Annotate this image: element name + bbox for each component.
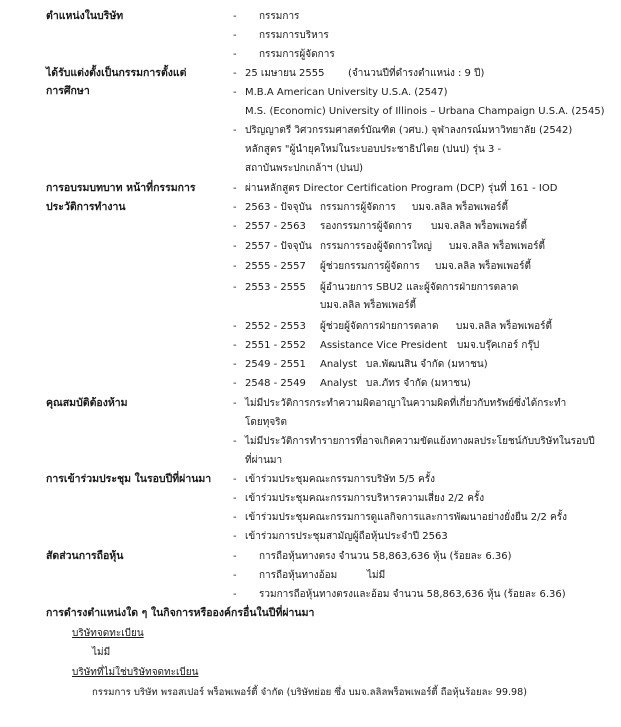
work-period: 2553 - 2555 xyxy=(245,282,306,293)
bullet-dash: - xyxy=(233,68,237,79)
education-label: การศึกษา xyxy=(46,85,90,97)
meetings-label: การเข้าร่วมประชุม ในรอบปีที่ผ่านมา xyxy=(46,473,212,485)
bullet-dash: - xyxy=(233,359,237,370)
shares-direct: การถือหุ้นทางตรง จำนวน 58,863,636 หุ้น (ร้อยละ 6.36) xyxy=(259,551,512,562)
shares-label: สัดส่วนการถือหุ้น xyxy=(46,550,124,562)
listed-company-value: ไม่มี xyxy=(92,647,111,658)
appointed-date: 25 เมษายน 2555 xyxy=(245,68,325,79)
nonlisted-company-heading: บริษัทที่ไม่ใช่บริษัทจดทะเบียน xyxy=(72,667,199,678)
bullet-dash: - xyxy=(233,202,237,213)
bullet-dash: - xyxy=(233,531,237,542)
education-line: ปริญญาตรี วิศวกรรมศาสตร์บัณฑิต (วศบ.) จุฬาลงกรณ์มหาวิทยาลัย (2542) xyxy=(245,125,573,136)
position-item: กรรมการ xyxy=(259,11,300,22)
disqualify-line: โดยทุจริต xyxy=(245,417,288,428)
work-period: 2557 - ปัจจุบัน xyxy=(245,241,312,252)
work-company: บมจ.ลลิล พร็อพเพอร์ตี้ xyxy=(456,321,552,332)
meeting-item: เข้าร่วมประชุมคณะกรรมการดูแลกิจการและการพัฒนาอย่างยั่งยืน 2/2 ครั้ง xyxy=(245,512,567,523)
education-line: M.S. (Economic) University of Illinois – Urbana Champaign U.S.A. (2545) xyxy=(245,106,605,117)
work-period: 2551 - 2552 xyxy=(245,340,306,351)
disqualify-line: ที่ผ่านมา xyxy=(245,455,283,466)
bullet-dash: - xyxy=(233,49,237,60)
work-period: 2548 - 2549 xyxy=(245,378,306,389)
bullet-dash: - xyxy=(233,30,237,41)
bullet-dash: - xyxy=(233,125,237,136)
work-company: บล.พัฒนสิน จำกัด (มหาชน) xyxy=(366,359,488,370)
bullet-dash: - xyxy=(233,589,237,600)
disqualify-line: ไม่มีประวัติการกระทำความผิดอาญาในความผิดที่เกี่ยวกับทรัพย์ซึ่งได้กระทำ xyxy=(245,398,567,409)
position-item: กรรมการบริหาร xyxy=(259,30,329,41)
work-company: บล.ภัทร จำกัด (มหาชน) xyxy=(366,378,471,389)
bullet-dash: - xyxy=(233,87,237,98)
appointed-note: (จำนวนปีที่ดำรงตำแหน่ง : 9 ปี) xyxy=(348,68,485,79)
work-role: กรรมการผู้จัดการ xyxy=(320,202,396,213)
work-period: 2552 - 2553 xyxy=(245,321,306,332)
bullet-dash: - xyxy=(233,183,237,194)
disqualify-label: คุณสมบัติต้องห้าม xyxy=(46,397,128,409)
education-line: M.B.A American University U.S.A. (2547) xyxy=(245,87,448,98)
bullet-dash: - xyxy=(233,493,237,504)
education-line: สถาบันพระปกเกล้าฯ (ปนป) xyxy=(245,163,364,174)
position-label: ตำแหน่งในบริษัท xyxy=(46,10,124,22)
bullet-dash: - xyxy=(233,436,237,447)
work-role: ผู้ช่วยกรรมการผู้จัดการ xyxy=(320,261,420,272)
work-role: รองกรรมการผู้จัดการ xyxy=(320,221,412,232)
bullet-dash: - xyxy=(233,11,237,22)
training-label: การอบรมบทบาท หน้าที่กรรมการ xyxy=(46,182,196,194)
shares-indirect-value: ไม่มี xyxy=(367,570,386,581)
meeting-item: เข้าร่วมประชุมคณะกรรมการบริษัท 5/5 ครั้ง xyxy=(245,474,435,485)
work-period: 2549 - 2551 xyxy=(245,359,306,370)
meeting-item: เข้าร่วมประชุมคณะกรรมการบริหารความเสี่ยง 2/2 ครั้ง xyxy=(245,493,485,504)
work-label: ประวัติการทำงาน xyxy=(46,201,126,213)
nonlisted-company-value: กรรมการ บริษัท พรอสเปอร์ พร็อพเพอร์ตี้ จำกัด (บริษัทย่อย ซึ่ง บมจ.ลลิลพร็อพเพอร์ตี้ ถือหุ้นร้อยละ 99.98) xyxy=(92,687,527,698)
work-company: บมจ.ลลิล พร็อพเพอร์ตี้ xyxy=(412,202,508,213)
work-period: 2557 - 2563 xyxy=(245,221,306,232)
listed-company-heading: บริษัทจดทะเบียน xyxy=(72,628,144,639)
training-line: ผ่านหลักสูตร Director Certification Program (DCP) รุ่นที่ 161 - IOD xyxy=(245,183,558,194)
work-role: Assistance Vice President xyxy=(320,340,448,351)
bullet-dash: - xyxy=(233,551,237,562)
bullet-dash: - xyxy=(233,512,237,523)
work-company: บมจ.บรุ๊คเกอร์ กรุ๊ป xyxy=(457,340,540,351)
disqualify-line: ไม่มีประวัติการทำรายการที่อาจเกิดความขัดแย้งทางผลประโยชน์กับบริษัทในรอบปี xyxy=(245,436,595,447)
work-role: Analyst xyxy=(320,359,358,370)
bullet-dash: - xyxy=(233,221,237,232)
bullet-dash: - xyxy=(233,261,237,272)
education-line: หลักสูตร "ผู้นำยุคใหม่ในระบอบประชาธิปไตย (ปนป) รุ่น 3 - xyxy=(245,144,502,155)
work-company: บมจ.ลลิล พร็อพเพอร์ตี้ xyxy=(449,241,545,252)
bullet-dash: - xyxy=(233,378,237,389)
shares-total: รวมการถือหุ้นทางตรงและอ้อม จำนวน 58,863,636 หุ้น (ร้อยละ 6.36) xyxy=(259,589,566,600)
bullet-dash: - xyxy=(233,241,237,252)
bullet-dash: - xyxy=(233,570,237,581)
work-period: 2555 - 2557 xyxy=(245,261,306,272)
work-role: กรรมการรองผู้จัดการใหญ่ xyxy=(320,241,432,252)
work-role: ผู้ช่วยผู้จัดการฝ่ายการตลาด xyxy=(320,321,439,332)
bullet-dash: - xyxy=(233,340,237,351)
shares-indirect-label: การถือหุ้นทางอ้อม xyxy=(259,570,338,581)
work-period: 2563 - ปัจจุบัน xyxy=(245,202,312,213)
work-role: Analyst xyxy=(320,378,358,389)
bullet-dash: - xyxy=(233,282,237,293)
work-company: บมจ.ลลิล พร็อพเพอร์ตี้ xyxy=(431,221,527,232)
appointed-label: ได้รับแต่งตั้งเป็นกรรมการตั้งแต่ xyxy=(46,67,187,79)
position-item: กรรมการผู้จัดการ xyxy=(259,49,335,60)
meeting-item: เข้าร่วมการประชุมสามัญผู้ถือหุ้นประจำปี 2563 xyxy=(245,531,448,542)
work-company: บมจ.ลลิล พร็อพเพอร์ตี้ xyxy=(320,300,416,311)
other-positions-label: การดำรงตำแหน่งใด ๆ ในกิจการหรือองค์กรอื่นในปีที่ผ่านมา xyxy=(46,607,315,619)
work-company: บมจ.ลลิล พร็อพเพอร์ตี้ xyxy=(435,261,531,272)
work-role: ผู้อำนวยการ SBU2 และผู้จัดการฝ่ายการตลาด xyxy=(320,282,519,293)
bullet-dash: - xyxy=(233,321,237,332)
bullet-dash: - xyxy=(233,398,237,409)
bullet-dash: - xyxy=(233,474,237,485)
